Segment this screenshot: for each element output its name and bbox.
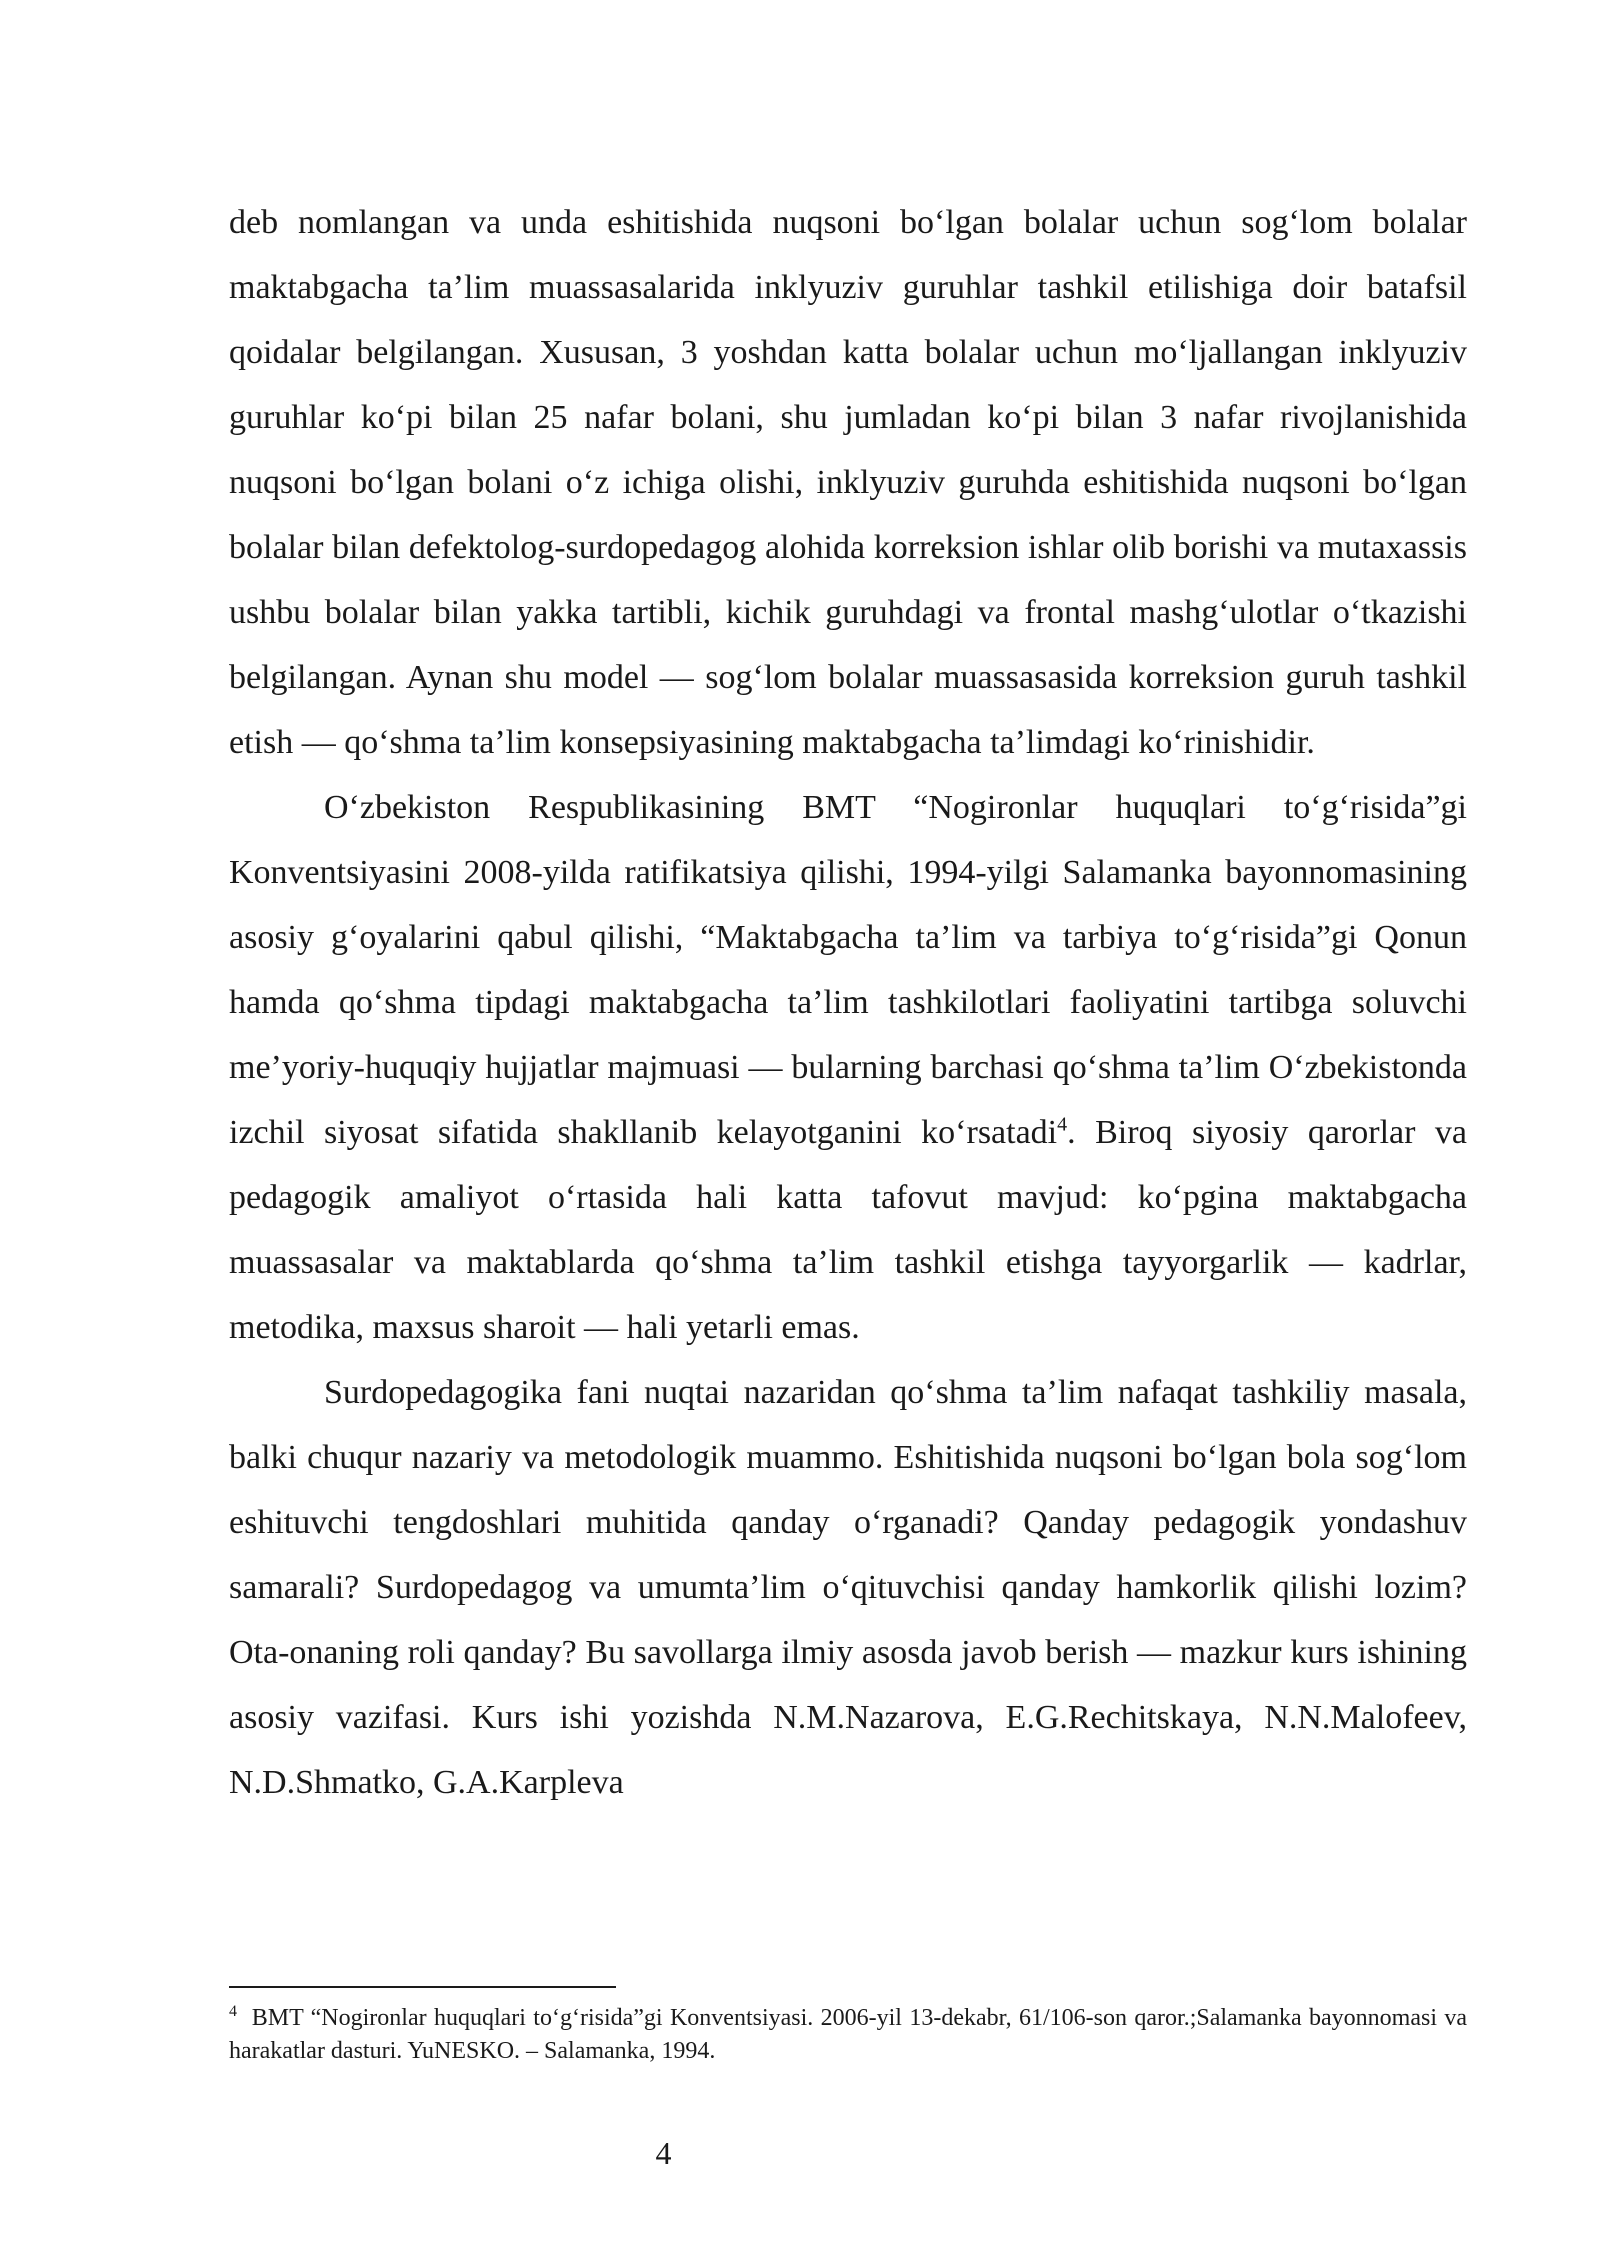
paragraph-2-text-after-ref: . Biroq siyosiy qarorlar va pedagogik amaliyot o‘rtasida hali katta tafovut mavjud: ko‘pgina maktabgacha muassasalar va maktablarda qo‘shma ta’lim tashkil etishga tayyorgarlik — kadrlar, metodika, maxsus sharoit — hali yetarli emas. <box>229 1114 1467 1346</box>
footnote-number: 4 <box>229 2003 237 2020</box>
footnote <box>229 2002 1467 2068</box>
footnote-text: BMT “Nogironlar huquqlari to‘g‘risida”gi Konventsiyasi. 2006-yil 13-dekabr, 61/106-son qaror.;Salamanka bayonnomasi va harakatlar dasturi. YuNESKO. – Salamanka, 1994. <box>229 2005 1467 2064</box>
paragraph-2-text-before-ref: O‘zbekiston Respublikasining BMT “Nogironlar huquqlari to‘g‘risida”gi Konventsiyasini 2008-yilda ratifikatsiya qilishi, 1994-yilgi Salamanka bayonnomasining asosiy g‘oyalarini qabul qilishi, “Maktabgacha ta’lim va tarbiya to‘g‘risida”gi Qonun hamda qo‘shma tipdagi maktabgacha ta’lim tashkilotlari faoliyatini tartibga soluvchi me’yoriy-huquqiy hujjatlar majmuasi — bularning barchasi qo‘shma ta’lim O‘zbekistonda izchil siyosat sifatida shakllanib kelayotganini ko‘rsatadi <box>229 789 1467 1151</box>
paragraph-1: deb nomlangan va unda eshitishida nuqsoni bo‘lgan bolalar uchun sog‘lom bolalar maktabgacha ta’lim muassasalarida inklyuziv guruhlar tashkil etilishiga doir batafsil qoidalar belgilangan. Xususan, 3 yoshdan katta bolalar uchun mo‘ljallangan inklyuziv guruhlar ko‘pi bilan 25 nafar bolani, shu jumladan ko‘pi bilan 3 nafar rivojlanishida nuqsoni bo‘lgan bolani o‘z ichiga olishi, inklyuziv guruhda eshitishida nuqsoni bo‘lgan bolalar bilan defektolog-surdopedagog alohida korreksion ishlar olib borishi va mutaxassis ushbu bolalar bilan yakka tartibli, kichik guruhdagi va frontal mashg‘ulotlar o‘tkazishi belgilangan. Aynan shu model — sog‘lom bolalar muassasasida korreksion guruh tashkil etish — qo‘shma ta’lim konsepsiyasining maktabgacha ta’limdagi ko‘rinishidir. <box>229 204 1467 761</box>
footnote-reference-4[interactable]: 4 <box>1057 1113 1068 1136</box>
footnote-separator <box>229 1986 616 1988</box>
page-number: 4 <box>655 2135 672 2171</box>
paragraph-3: Surdopedagogika fani nuqtai nazaridan qo‘shma ta’lim nafaqat tashkiliy masala, balki chuqur nazariy va metodologik muammo. Eshitishida nuqsoni bo‘lgan bola sog‘lom eshituvchi tengdoshlari muhitida qanday o‘rganadi? Qanday pedagogik yondashuv samarali? Surdopedagog va umumta’lim o‘qituvchisi qanday hamkorlik qilishi lozim? Ota-onaning roli qanday? Bu savollarga ilmiy asosda javob berish — mazkur kurs ishining asosiy vazifasi. Kurs ishi yozishda N.M.Nazarova, E.G.Rechitskaya, N.N.Malofeev, N.D.Shmatko, G.A.Karpleva <box>229 1374 1467 1801</box>
body-text <box>229 190 1467 1815</box>
paragraph-2 <box>229 775 1467 1360</box>
